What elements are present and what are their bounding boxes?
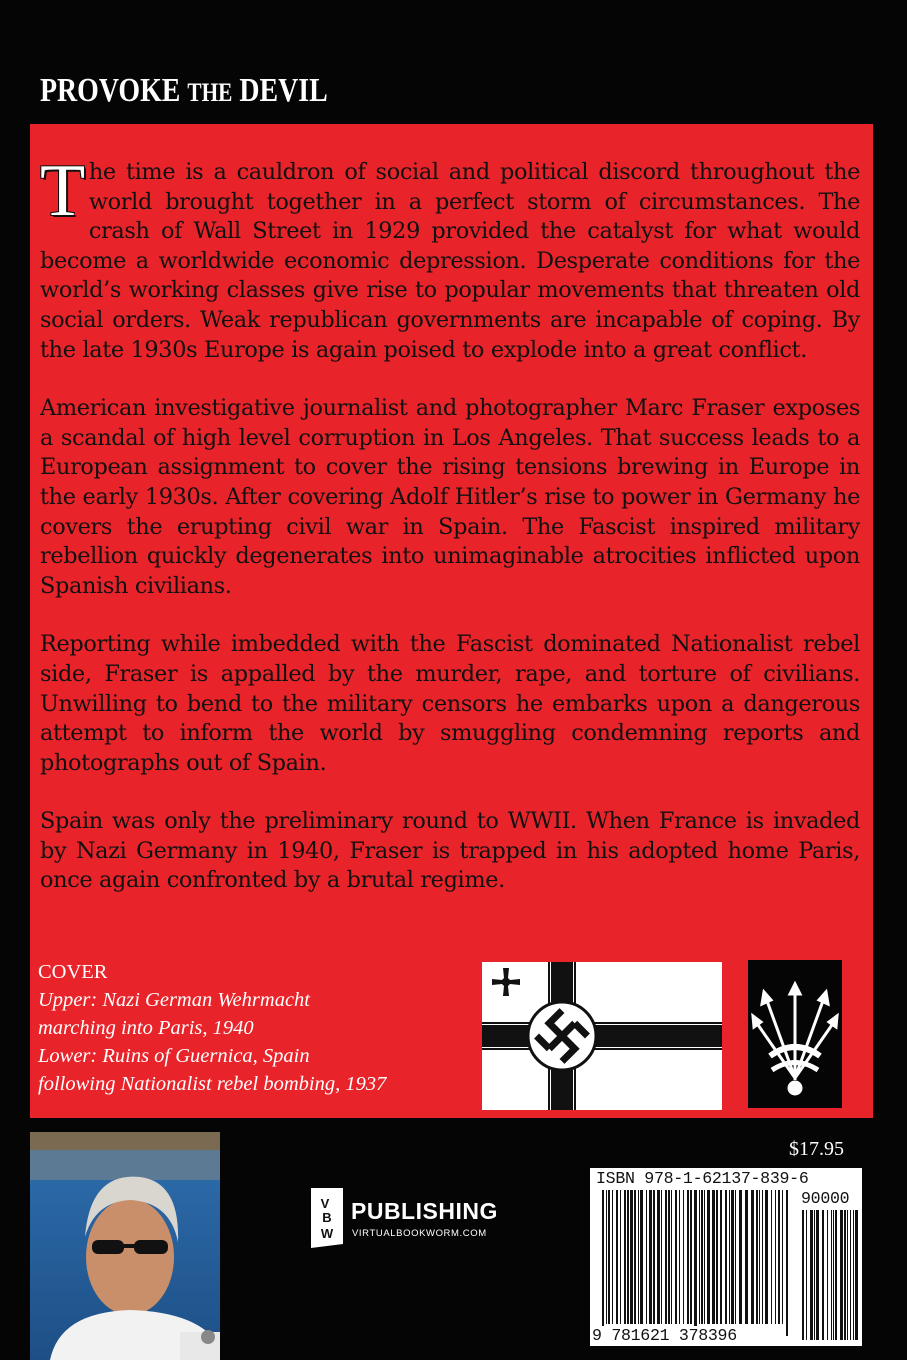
barcode-bar (699, 1190, 700, 1324)
barcode-bar (634, 1190, 636, 1324)
blurb-text (40, 150, 860, 925)
book-title (40, 72, 328, 110)
barcode-bar (690, 1190, 692, 1324)
barcode-bar (671, 1190, 672, 1324)
barcode-bar (701, 1190, 703, 1324)
barcode-bar (735, 1190, 736, 1324)
barcode-addon-bar (827, 1210, 828, 1340)
barcode-bar (765, 1190, 768, 1324)
barcode-bar (775, 1190, 776, 1324)
barcode-addon-bar (853, 1210, 854, 1340)
barcode-bar (638, 1190, 639, 1324)
barcode-bar (694, 1190, 697, 1336)
barcode-bar (646, 1190, 647, 1324)
barcode-bar (756, 1190, 758, 1324)
svg-text:W: W (320, 1226, 334, 1241)
svg-text:V: V (320, 1196, 330, 1211)
barcode-addon-number: 90000 (801, 1189, 850, 1208)
isbn-label: ISBN 978-1-62137-839-6 (596, 1169, 809, 1188)
cover-credits-line-3: Lower: Ruins of Guernica, Spain (38, 1045, 310, 1067)
title-word-provoke: PROVOKE (40, 72, 181, 109)
vbw-monogram-icon (305, 1186, 347, 1250)
publisher-logo (305, 1186, 545, 1250)
barcode-bar (704, 1190, 705, 1324)
title-word-devil: DEVIL (239, 72, 328, 109)
barcode-bar (786, 1190, 788, 1336)
iron-cross-icon (490, 966, 522, 998)
barcode-bar (608, 1190, 610, 1324)
barcode-bars (590, 1168, 862, 1346)
cover-credits-line-2: marching into Paris, 1940 (38, 1017, 254, 1039)
author-photo (30, 1132, 220, 1360)
barcode-bar (687, 1190, 689, 1324)
cover-credits-line-1: Upper: Nazi German Wehrmacht (38, 989, 310, 1011)
barcode-addon-bar (835, 1210, 837, 1340)
barcode-bar (771, 1190, 772, 1324)
barcode-bar (759, 1190, 760, 1324)
barcode-bar (602, 1190, 604, 1336)
barcode-bar (720, 1190, 722, 1324)
barcode-bar (665, 1190, 667, 1324)
barcode-bar (612, 1190, 613, 1324)
barcode-bar (745, 1190, 748, 1324)
barcode-bar (668, 1190, 670, 1324)
barcode-bar (751, 1190, 754, 1324)
publisher-url: VIRTUALBOOKWORM.COM (352, 1228, 487, 1239)
barcode-addon-bar (833, 1210, 834, 1340)
ean-digits: 9 781621 378396 (592, 1326, 737, 1345)
barcode-addon-bar (840, 1210, 843, 1340)
barcode-addon-bar (802, 1210, 804, 1340)
yoke-and-arrows-icon (748, 960, 842, 1108)
barcode-bar (729, 1190, 730, 1324)
barcode-bar (649, 1190, 652, 1324)
blurb-paragraph-2: American investigative journalist and photographer Marc Fraser exposes a scandal of high level corruption in Los Angeles. That success leads to a European assignment to cover the rising tensions brewing in Europe in the early 1930s. After covering Adolf Hitler’s rise to power in Germany he covers the erupting civil war in Spain. The Fascist inspired military rebellion quickly degenerates into unimaginable atrocities inflicted upon Spanish civilians. (40, 395, 860, 599)
blurb-paragraph-1-text: he time is a cauldron of social and political discord throughout the world brought together in a perfect storm of circumstances. The crash of Wall Street in 1929 provided the catalyst for what would become a worldwide economic depression. Desperate conditions for the world’s working classes give rise to popular movements that threaten old social orders. Weak republican governments are incapable of coping. By the late 1930s Europe is again poised to explode into a great conflict. (40, 159, 860, 363)
barcode-addon-bar (822, 1210, 824, 1340)
blurb-paragraph-3: Reporting while imbedded with the Fascist dominated Nationalist rebel side, Fraser is appalled by the murder, rape, and torture of civilians. Unwilling to bend to the military censors he embarks upon a dangerous attempt to inform the world by smuggling condemning reports and photographs out of Spain. (40, 631, 860, 776)
barcode-bar (782, 1190, 783, 1324)
barcode-addon-bar (814, 1210, 815, 1340)
svg-text:B: B (322, 1210, 332, 1225)
title-word-the: THE (187, 78, 233, 107)
barcode-bar (627, 1190, 629, 1324)
barcode-bar (679, 1190, 680, 1324)
blurb-paragraph-4: Spain was only the preliminary round to WWII. When France is invaded by Nazi Germany in 1940, Fraser is trapped in his adopted home Paris, once again confronted by a brutal regime. (40, 808, 860, 894)
barcode-bar (624, 1190, 626, 1324)
barcode-addon-bar (847, 1210, 848, 1340)
barcode-bar (716, 1190, 718, 1324)
barcode-bar (657, 1190, 660, 1324)
barcode-bar (762, 1190, 763, 1324)
barcode-bar (606, 1190, 607, 1324)
publisher-name: PUBLISHING (351, 1198, 498, 1224)
barcode-addon-bar (844, 1210, 846, 1340)
blurb-paragraph-1 (40, 150, 860, 365)
price-label: $17.95 (789, 1138, 844, 1160)
barcode-addon-bar (816, 1210, 819, 1340)
barcode-bar (683, 1190, 684, 1324)
barcode-bar (630, 1190, 633, 1324)
barcode-bar (640, 1190, 643, 1324)
blurb-panel (30, 124, 873, 1118)
barcode-addon-bar (855, 1210, 858, 1340)
isbn-barcode (590, 1168, 862, 1346)
cover-credits (38, 958, 468, 1098)
barcode-addon-bar (831, 1210, 832, 1340)
cover-credits-line-4: following Nationalist rebel bombing, 1937 (38, 1073, 387, 1095)
barcode-addon-bar (850, 1210, 851, 1340)
barcode-bar (712, 1190, 715, 1324)
barcode-bar (675, 1190, 677, 1324)
barcode-bar (707, 1190, 710, 1324)
barcode-bar (739, 1190, 742, 1324)
barcode-bar (731, 1190, 734, 1324)
barcode-bar (778, 1190, 780, 1324)
barcode-bar (620, 1190, 621, 1324)
barcode-bar (725, 1190, 727, 1324)
cover-credits-heading: COVER (38, 961, 108, 983)
barcode-addon-bar (810, 1210, 813, 1340)
barcode-bar (661, 1190, 662, 1324)
war-flag-emblem (482, 962, 722, 1110)
barcode-bar (653, 1190, 655, 1324)
barcode-bar (616, 1190, 618, 1324)
barcode-addon-bar (806, 1210, 807, 1340)
drop-cap: T (40, 150, 85, 232)
